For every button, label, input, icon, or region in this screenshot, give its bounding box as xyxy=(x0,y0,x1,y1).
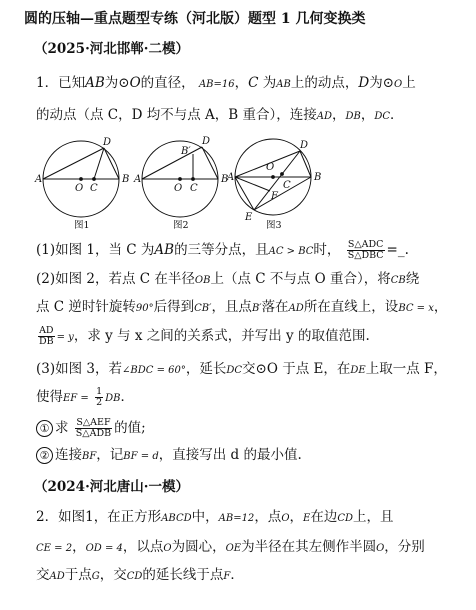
fig3-label-O: O xyxy=(266,162,275,173)
q1-line-1: 1．已知AB为⊙O的直径， AB=16，C 为AB上的动点，D为⊙O上 xyxy=(36,75,416,91)
figure-3-caption: 图3 xyxy=(266,220,282,231)
fig3-label-F: F xyxy=(271,191,278,202)
fig2-label-D: D xyxy=(202,136,211,147)
fig3-label-C: C xyxy=(283,180,291,191)
q1-part-3-line-1: (3)如图 3，若∠BDC = 60°，延长DC交⊙O 于点 E，在DE上取一点 F， xyxy=(36,361,447,377)
q1-part-3-sub-1: ① 求 $\frac{\text{S△AEF}}{\text{S△ADB}}$ 的值; xyxy=(36,418,146,439)
ratio-fraction-1: $\frac{\text{S△ADC}}{\text{S△DBC}}$ xyxy=(347,239,384,261)
fig1-label-A: A xyxy=(35,174,43,185)
fig1-label-O: O xyxy=(75,183,84,194)
ratio-fraction-3: $\frac{\text{S△AEF}}{\text{S△ADB}}$ xyxy=(75,417,112,439)
fig1-label-B: B xyxy=(122,174,130,185)
q2-line-2: CE = 2，OD = 4，以点O为圆心，OE为半径在其左侧作半圆O，分别 xyxy=(36,539,425,555)
fig3-label-A: A xyxy=(227,172,235,183)
fig2-label-B: B xyxy=(221,174,229,185)
q1-part-2-line-3: $\frac{AD}{DB}$ = y，求 y 与 x 之间的关系式，并写出 y 的取值范围. xyxy=(39,325,370,347)
q1-part-3-line-2: 使得EF = $\frac{1}{2}$ DB． xyxy=(36,386,135,408)
fig3-label-B: B xyxy=(314,172,322,183)
fig1-label-D: D xyxy=(103,137,112,148)
fig2-label-O: O xyxy=(174,183,183,194)
fig2-label-A: A xyxy=(134,174,142,185)
q1-part-3-sub-2: ② 连接BF，记BF = d，直接写出 d 的最小值. xyxy=(36,446,302,466)
figure-2-caption: 图2 xyxy=(173,220,189,231)
q1-line-2: 的动点（点 C，D 均不与点 A，B 重合），连接AD，DB，DC． xyxy=(36,107,404,123)
source-label-1: （2025·河北邯郸·二模） xyxy=(34,41,189,57)
fig2-label-C: C xyxy=(190,183,198,194)
answer-blank: =_. xyxy=(386,242,409,258)
q2-line-3: 交AD于点G，交CD的延长线于点F． xyxy=(36,567,244,583)
q1-part-2-line-1: (2)如图 2，若点 C 在半径OB上（点 C 不与点 O 重合），将CB绕 xyxy=(36,271,420,287)
page-title: 圆的压轴—重点题型专练（河北版）题型 1 几何变换类 xyxy=(24,11,366,27)
q1-part-2-line-2: 点 C 逆时针旋转90°后得到CB′，且点B′落在AD所在直线上，设BC = x， xyxy=(36,299,448,315)
half-fraction: $\frac{1}{2}$ xyxy=(96,386,103,408)
source-label-2: （2024·河北唐山·一模） xyxy=(34,479,189,495)
fig1-label-C: C xyxy=(90,183,98,194)
fig3-label-D: D xyxy=(300,140,309,151)
fig3-label-E: E xyxy=(245,212,253,223)
q2-line-1: 2．如图1，在正方形ABCD中，AB=12，点O，E在边CD上，且 xyxy=(36,509,394,525)
q1-part-1: (1)如图 1，当 C 为AB的三等分点，且AC > BC时， $\frac{\text{S△ADC}}{\text{S△DBC}}$ =_. xyxy=(36,239,409,261)
figure-2 xyxy=(142,141,218,217)
figure-1-caption: 图1 xyxy=(74,220,90,231)
fig2-label-B-prime: B′ xyxy=(181,146,191,157)
figure-1 xyxy=(43,141,119,217)
geometry-figures xyxy=(30,132,450,234)
ratio-fraction-2: $\frac{AD}{DB}$ xyxy=(39,325,54,347)
